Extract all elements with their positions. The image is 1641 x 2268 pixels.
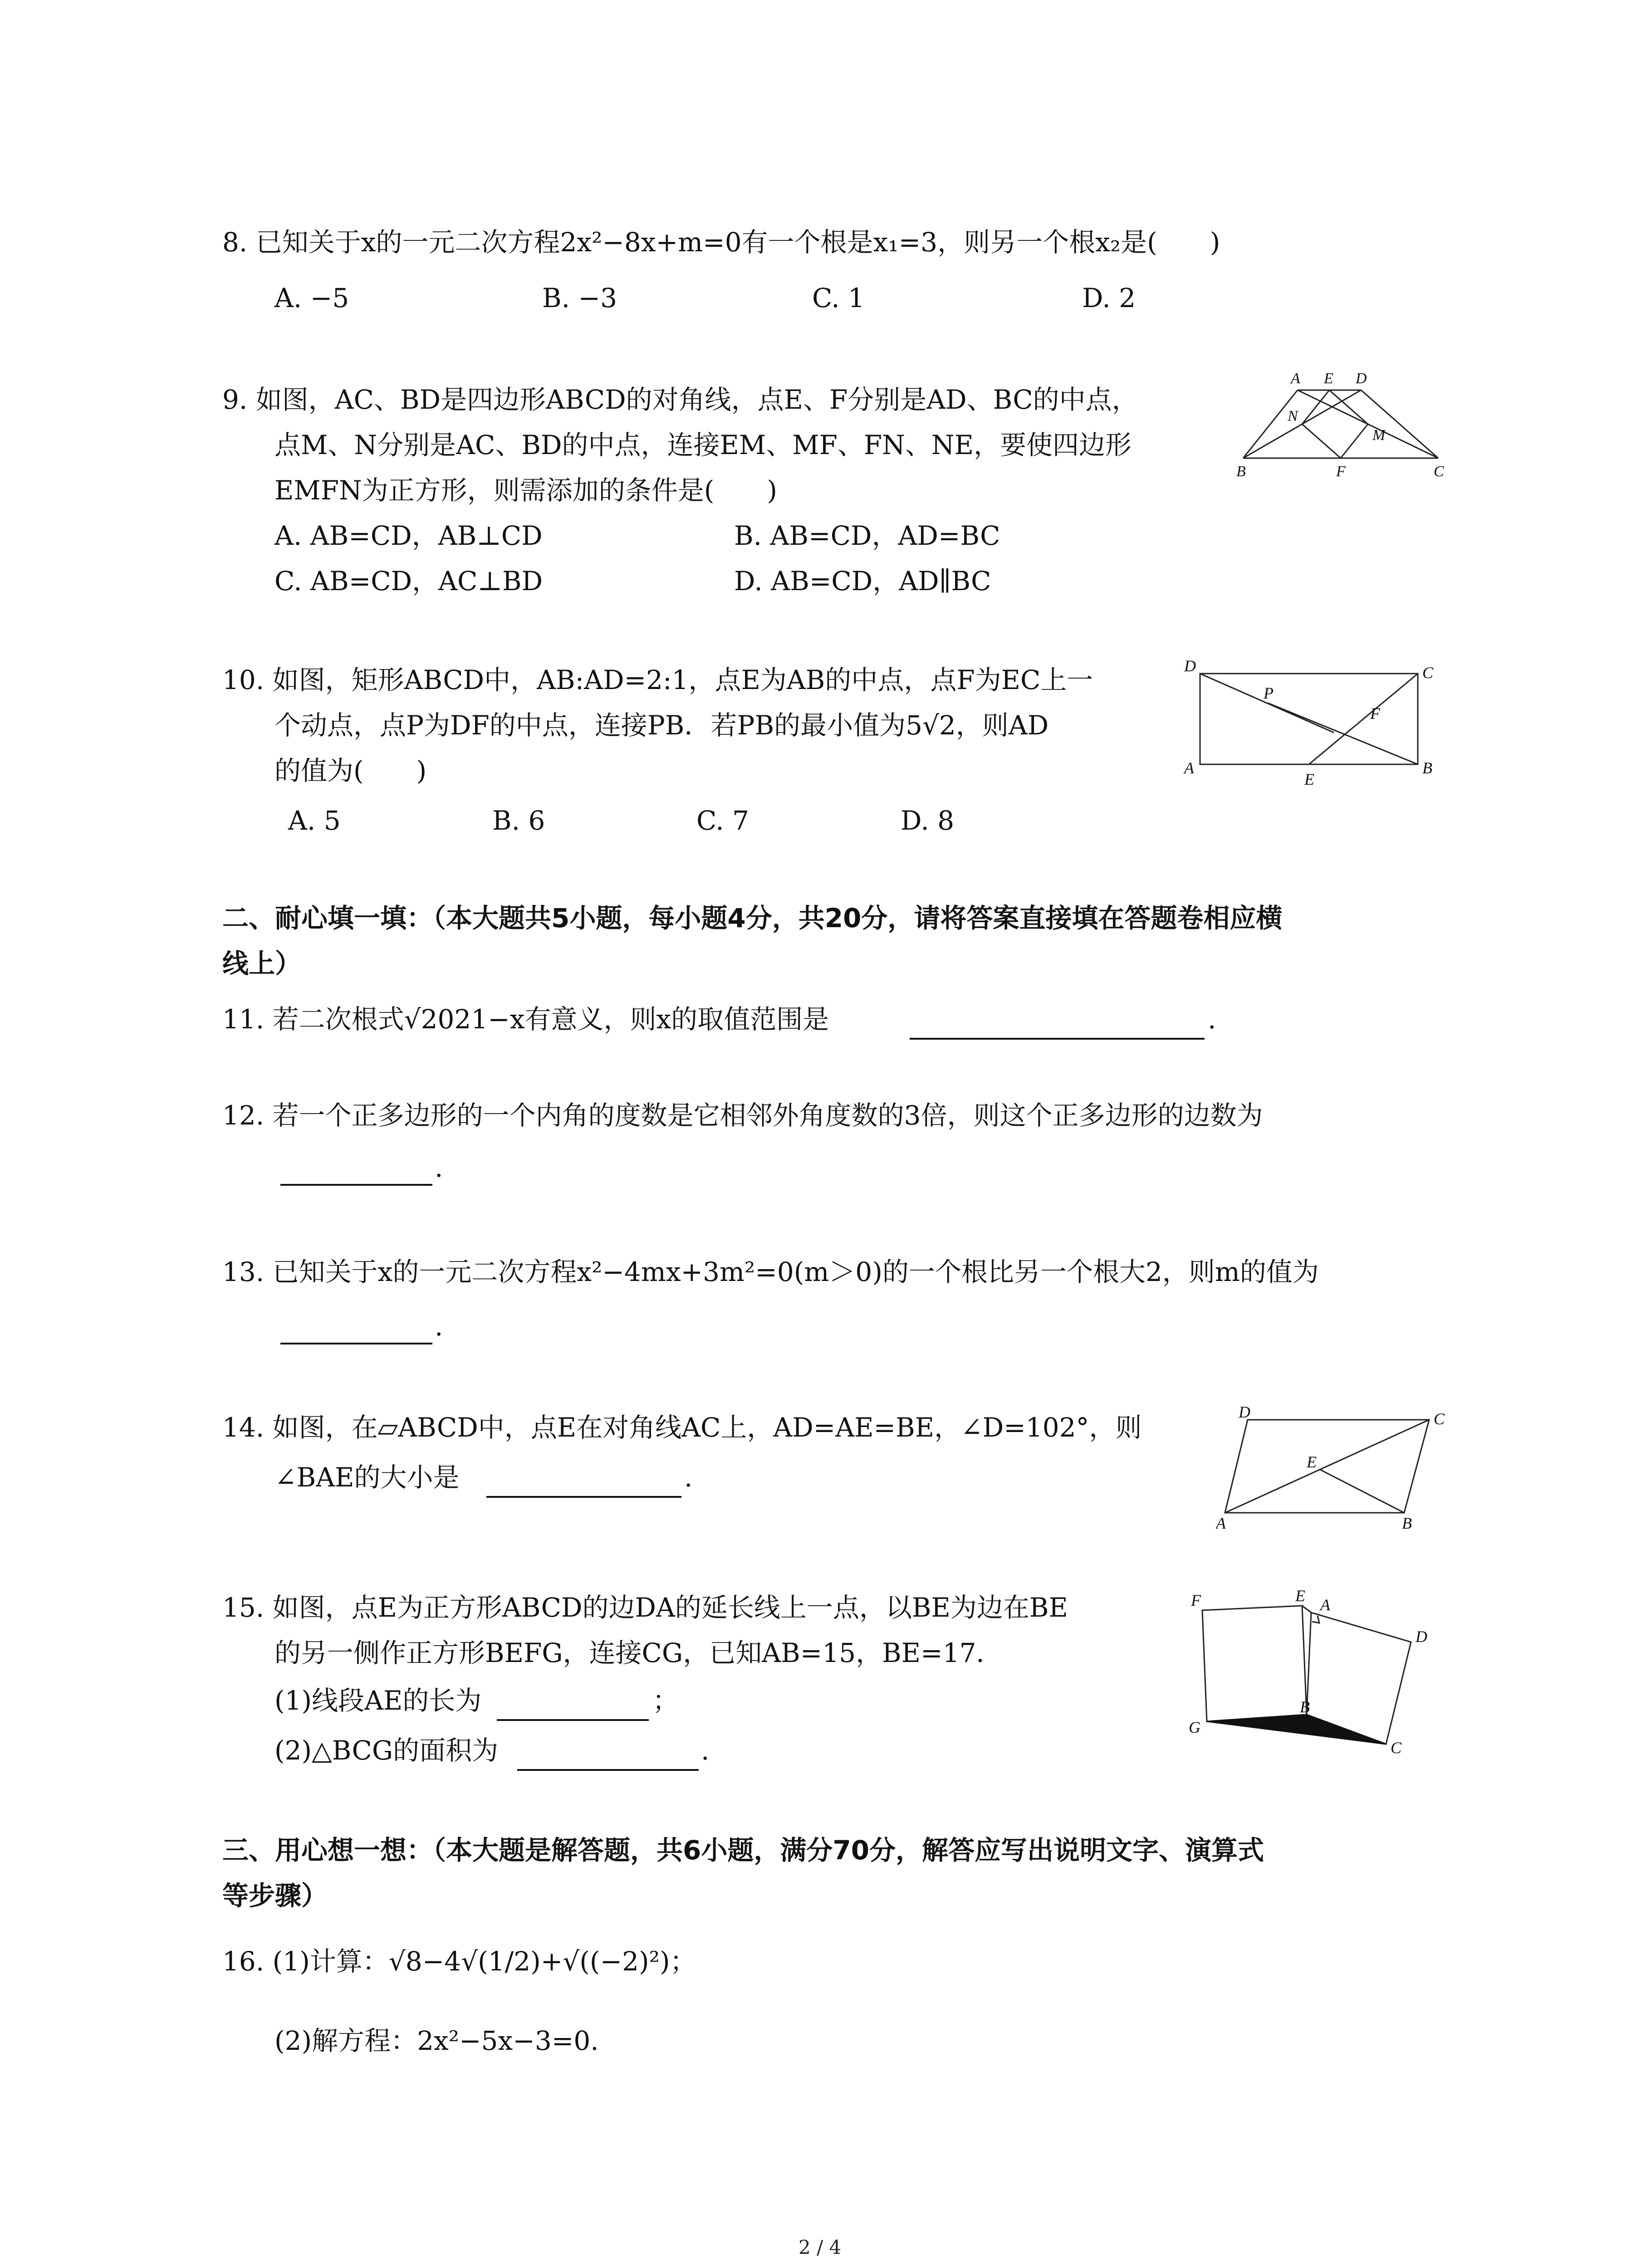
q12-text: 12. 若一个正多边形的一个内角的度数是它相邻外角度数的3倍，则这个正多边形的边数为	[222, 1100, 1263, 1131]
q9-label-e: E	[1324, 370, 1333, 387]
q15-sub2: (2)△BCG的面积为	[274, 1735, 499, 1766]
q10-stem-line3: 的值为( )	[274, 755, 427, 786]
q10-label-b: B	[1422, 759, 1432, 777]
q14-answer-blank[interactable]	[486, 1496, 681, 1498]
q9-label-b: B	[1236, 463, 1246, 480]
q14-label-a: A	[1216, 1514, 1226, 1532]
q14-text-line2: ∠BAE的大小是	[274, 1462, 460, 1493]
q14-text-line1: 14. 如图，在▱ABCD中，点E在对角线AC上，AD=AE=BE，∠D=102°，则	[222, 1412, 1142, 1443]
q10-figure	[1180, 655, 1443, 792]
q10-option-b: B. 6	[492, 805, 545, 836]
q10-label-f: F	[1370, 704, 1380, 723]
q14-label-b: B	[1402, 1514, 1412, 1532]
q8-option-b: B. −3	[542, 283, 617, 313]
q10-label-d: D	[1184, 657, 1196, 675]
q12-answer-blank[interactable]	[280, 1184, 432, 1186]
q8-stem: 8. 已知关于x的一元二次方程2x²−8x+m=0有一个根是x₁=3，则另一个根x₂是( )	[222, 227, 1220, 258]
q15-label-e: E	[1295, 1587, 1305, 1605]
q9-label-d: D	[1356, 370, 1367, 387]
q10-stem-line2: 个动点，点P为DF的中点，连接PB．若PB的最小值为5√2，则AD	[274, 710, 1049, 741]
q11-answer-blank[interactable]	[910, 1038, 1205, 1040]
q15-label-g: G	[1189, 1718, 1200, 1736]
q14-label-e: E	[1307, 1453, 1317, 1471]
q15-label-f: F	[1191, 1591, 1201, 1609]
q10-option-c: C. 7	[696, 805, 749, 836]
q15-label-c: C	[1391, 1739, 1402, 1757]
q11-end: .	[1208, 1004, 1216, 1035]
q14-label-d: D	[1239, 1403, 1250, 1421]
q9-option-c: C. AB=CD，AC⊥BD	[274, 566, 543, 596]
q10-option-d: D. 8	[901, 805, 955, 836]
q11-text: 11. 若二次根式√2021−x有意义，则x的取值范围是	[222, 1004, 829, 1035]
section3-heading-line1: 三、用心想一想：（本大题是解答题，共6小题，满分70分，解答应写出说明文字、演算式	[222, 1835, 1264, 1866]
q9-label-m: M	[1372, 427, 1386, 444]
q15-sub2-end: .	[701, 1735, 710, 1766]
q10-stem-line1: 10. 如图，矩形ABCD中，AB:AD=2:1，点E为AB的中点，点F为EC上一	[222, 665, 1093, 695]
q14-label-c: C	[1434, 1410, 1445, 1428]
q15-text-line1: 15. 如图，点E为正方形ABCD的边DA的延长线上一点，以BE为边在BE	[222, 1592, 1068, 1623]
q8-option-d: D. 2	[1082, 283, 1136, 313]
q15-sub1-answer-blank[interactable]	[497, 1719, 649, 1721]
q9-label-f: F	[1336, 463, 1346, 480]
q10-label-e: E	[1304, 770, 1314, 788]
q16-part1: 16. (1)计算：√8−4√(1/2)+√((−2)²)；	[222, 1946, 696, 1977]
q13-end: .	[435, 1311, 443, 1342]
q9-option-b: B. AB=CD，AD=BC	[734, 520, 1000, 551]
q9-option-a: A. AB=CD，AB⊥CD	[274, 520, 543, 551]
q10-option-a: A. 5	[288, 805, 341, 836]
q10-label-p: P	[1264, 684, 1274, 702]
q15-label-d: D	[1416, 1628, 1427, 1646]
q15-sub1: (1)线段AE的长为	[274, 1685, 482, 1716]
q14-end: .	[684, 1462, 693, 1493]
section2-heading-line2: 线上）	[222, 948, 302, 979]
q15-label-b: B	[1300, 1698, 1310, 1716]
q10-label-a: A	[1184, 759, 1194, 777]
q13-text: 13. 已知关于x的一元二次方程x²−4mx+3m²=0(m＞0)的一个根比另一个根大2，则m的值为	[222, 1256, 1319, 1287]
q14-figure	[1216, 1402, 1452, 1533]
q15-sub1-end: ；	[652, 1685, 679, 1716]
page-number: 2 / 4	[798, 2236, 842, 2258]
q9-stem-line2: 点M、N分别是AC、BD的中点，连接EM、MF、FN、NE，要使四边形	[274, 430, 1132, 460]
q16-part2: (2)解方程：2x²−5x−3=0.	[274, 2025, 599, 2056]
q9-figure	[1234, 363, 1447, 481]
q9-label-c: C	[1434, 463, 1444, 480]
section3-heading-line2: 等步骤）	[222, 1880, 328, 1911]
q15-label-a: A	[1320, 1596, 1330, 1614]
q15-text-line2: 的另一侧作正方形BEFG，连接CG，已知AB=15，BE=17．	[274, 1637, 1003, 1668]
q15-sub2-answer-blank[interactable]	[517, 1769, 699, 1771]
section2-heading-line1: 二、耐心填一填：（本大题共5小题，每小题4分，共20分，请将答案直接填在答题卷相应横	[222, 903, 1283, 934]
q8-option-a: A. −5	[274, 283, 349, 313]
q9-label-n: N	[1288, 408, 1298, 425]
q13-answer-blank[interactable]	[280, 1343, 432, 1344]
q12-end: .	[435, 1152, 443, 1183]
q9-stem-line3: EMFN为正方形，则需添加的条件是( )	[274, 475, 777, 506]
q9-option-d: D. AB=CD，AD∥BC	[734, 566, 991, 596]
q8-option-c: C. 1	[812, 283, 865, 313]
q9-label-a: A	[1291, 370, 1300, 387]
q9-stem-line1: 9. 如图，AC、BD是四边形ABCD的对角线，点E、F分别是AD、BC的中点，	[222, 384, 1138, 415]
q15-figure	[1184, 1583, 1456, 1765]
q10-label-c: C	[1422, 664, 1434, 682]
